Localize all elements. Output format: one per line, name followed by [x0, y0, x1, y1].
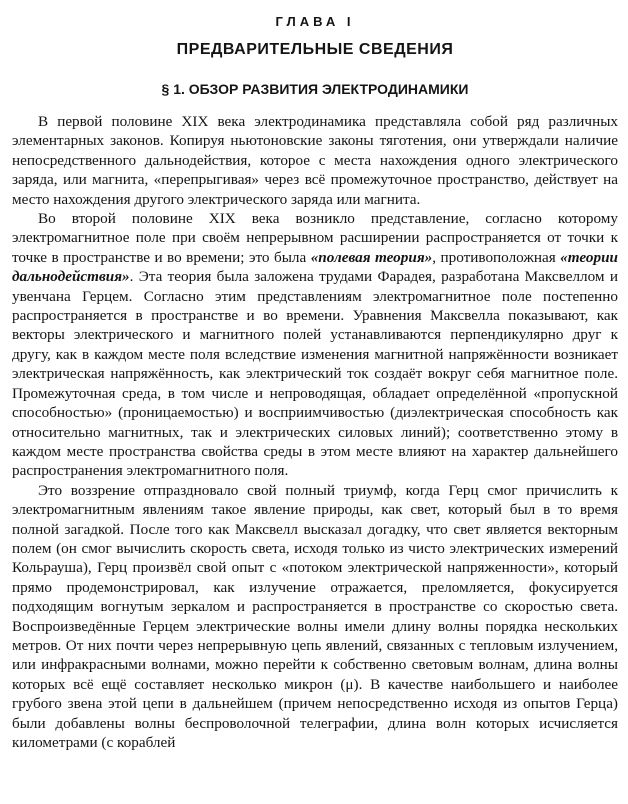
- paragraph-3-text: Это воззрение отпраздновало свой полный триумф, когда Герц смог причислить к электромагнитным явлениям такое явление природы, как свет, который был в то время полной загадкой. После того как Максвелл высказал догадку, что свет является векторным полем (он смог вычислить скорость света, исходя только из чисто электрических измерений Кольрауша), Герц произвёл свой опыт с «потоком электрической напряженности», который прямо продемонстрировал, как излучение отражается, преломляется, фокусируется подходящим вогнутым зеркалом и распространяется в пространстве со скоростью света. Воспроизведённые Герцем электрические волны имели длину волны порядка нескольких метров. От них почти через непрерывную цепь явлений, связанных с тепловым излучением, или инфракрасными волнами, можно перейти к собственно световым волнам, длина волны которых всё ещё составляет несколько микрон (μ). В качестве наибольшего и наиболее грубого звена этой цепи в дальнейшем (причем непосредственно исходя из опытов Герца) были добавлены волны беспроволочной телеграфии, длина волн которых исчисляется километрами (с кораблей: [12, 481, 618, 751]
- paragraph-1-text: В первой половине XIX века электродинамика представляла собой ряд различных элементарных законов. Копируя ньютоновские законы тяготения, они утверждали наличие непосредственного дальнодействия, которое с места нахождения одного электрического заряда, или магнита, «перепрыгивая» через всё промежуточное пространство, действует на место нахождения другого электрического заряда или магнита.: [12, 113, 618, 208]
- chapter-title: ПРЕДВАРИТЕЛЬНЫЕ СВЕДЕНИЯ: [176, 41, 454, 58]
- paragraph-1: [12, 112, 618, 209]
- paragraph-2-text-a: Во второй половине XIX века возникло представление, согласно которому электромагнитное поле при своём непрерывном расширении распространяется от точки к точке в пространстве и во времени; это была: [12, 210, 618, 266]
- action-at-distance-term: «теории дальнодействия»: [12, 248, 618, 286]
- paragraph-3: [12, 481, 618, 753]
- paragraph-2-text-c: . Эта теория была заложена трудами Фарадея, разработана Максвеллом и увенчана Герцем. Согласно этим представлениям электромагнитное поле постепенно распространяется в пространстве и во времени. Уравнения Максвелла показывают, как векторы электрического и магнитного полей устанавливаются перпендикулярно друг к другу, как в каждом месте поля вследствие изменения магнитной напряжённости возникает электрическая напряжённость, как электрический ток создаёт вокруг себя магнитное поле. Промежуточная среда, в том числе и непроводящая, обладает определённой «пропускной способностью» (проницаемостью) и восприимчивостью (диэлектрическая способность как относительно магнитных, так и электрических силовых линий); соответственно этому в каждом месте пространства свойства среды в этом месте влияют на характер дальнейшего распространения электромагнитного поля.: [12, 268, 618, 480]
- paragraph-2: [12, 209, 618, 481]
- chapter-label: ГЛАВА I: [275, 14, 355, 29]
- field-theory-term: «полевая теория»: [310, 248, 433, 266]
- paragraph-2-text-b: , противоположная: [432, 248, 561, 266]
- section-title: § 1. ОБЗОР РАЗВИТИЯ ЭЛЕКТРОДИНАМИКИ: [161, 81, 469, 97]
